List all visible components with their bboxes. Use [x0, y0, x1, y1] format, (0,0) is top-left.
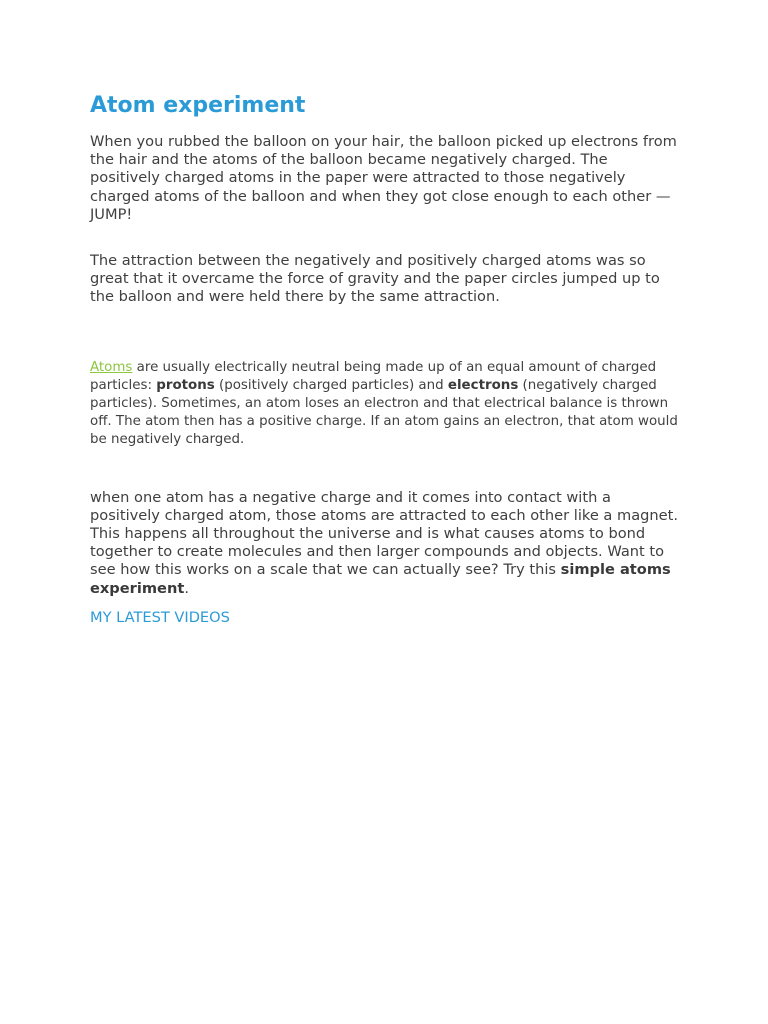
- article: [90, 92, 680, 627]
- magnet-text-end: .: [184, 579, 189, 597]
- atoms-link[interactable]: Atoms: [90, 359, 133, 375]
- paragraph-attraction: The attraction between the negatively and positively charged atoms was so great that it overcame the force of gravity and the paper circles jumped up to the balloon and were held there by the same attraction.: [90, 252, 660, 306]
- paragraph-magnet: [90, 489, 680, 598]
- paragraph-atoms: [90, 359, 680, 449]
- electrons-bold: electrons: [447, 377, 519, 393]
- my-latest-videos-link[interactable]: MY LATEST VIDEOS: [90, 608, 230, 626]
- protons-bold: protons: [156, 377, 215, 393]
- paragraph-balloon: When you rubbed the balloon on your hair, the balloon picked up electrons from the hair and the atoms of the balloon became negatively charged. The positively charged atoms in the paper were attracted to those negatively charged atoms of the balloon and when they got close enough to each other —JUMP!: [90, 133, 677, 223]
- article-title: Atom experiment: [90, 93, 306, 118]
- magnet-text: when one atom has a negative charge and it comes into contact with a positively charged atom, those atoms are attracted to each other like a magnet. This happens all throughout the universe and is what causes atoms to bond together to create molecules and then larger compounds and objects. Want to see how this works on a scale that we can actually see? Try this: [90, 488, 679, 579]
- simple-atoms-experiment-link[interactable]: simple atoms experiment: [90, 561, 671, 597]
- atoms-text-b: (positively charged particles) and: [214, 377, 448, 393]
- atoms-text-c: (negatively charged particles). Sometimes, an atom loses an electron and that electrical balance is thrown off. The atom then has a positive charge. If an atom gains an electron, that atom would be negatively charged.: [90, 377, 678, 447]
- atoms-text-a: are usually electrically neutral being made up of an equal amount of charged particles:: [90, 359, 657, 393]
